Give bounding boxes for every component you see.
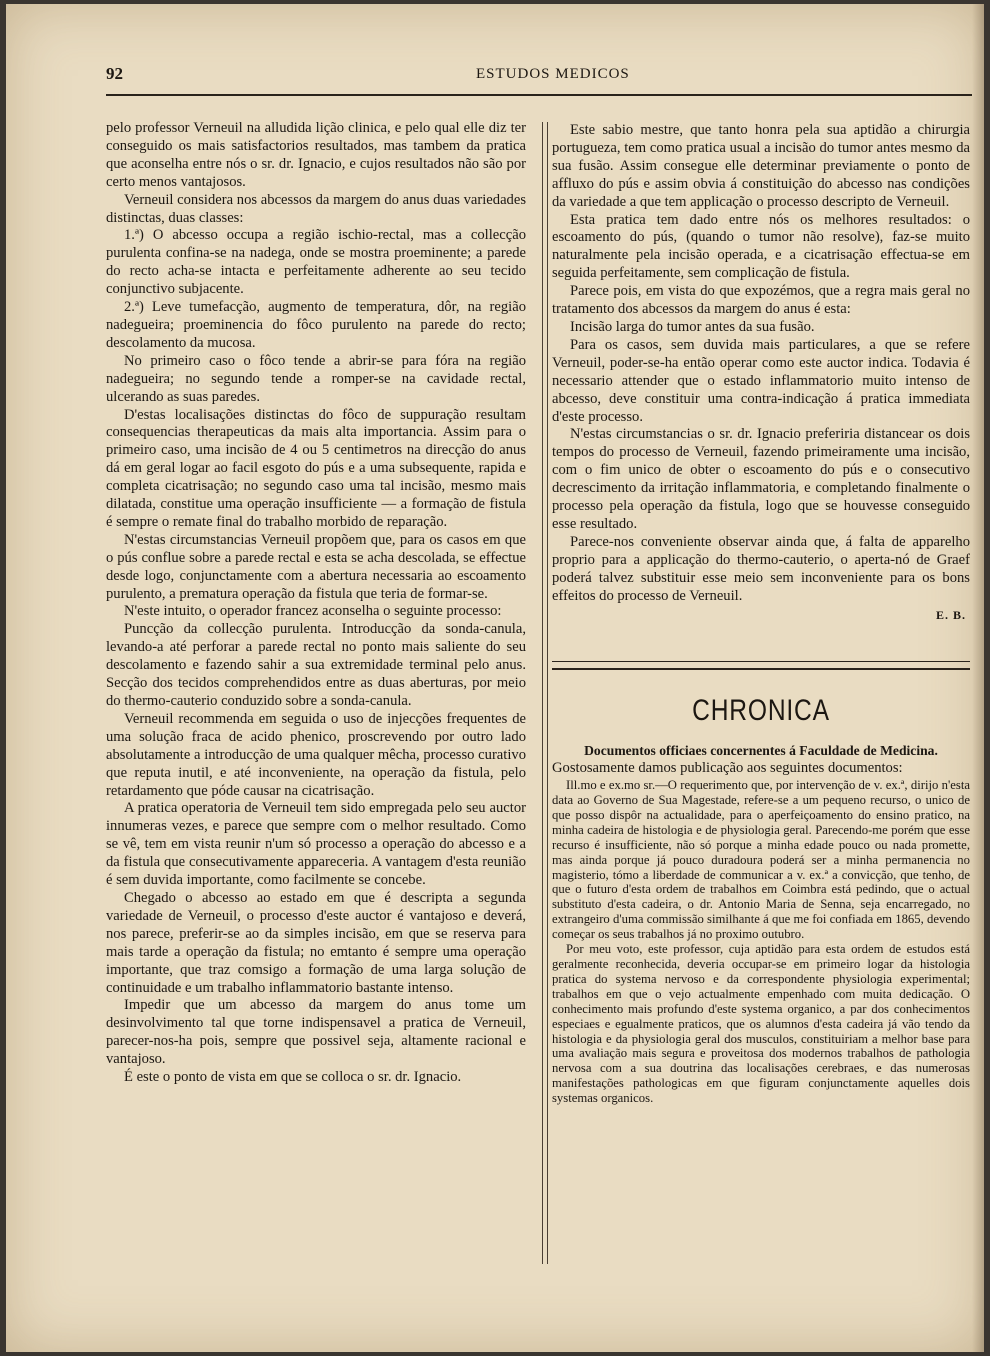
paragraph: É este o ponto de vista em que se colloca o sr. dr. Ignacio. [124, 1069, 462, 1086]
running-title: ESTUDOS MEDICOS [476, 66, 630, 82]
paragraph: Incisão larga do tumor antes da sua fusão. [570, 318, 815, 335]
paragraph: N'estas circumstancias o sr. dr. Ignacio preferiria distancear os dois tempos do processo de Verneuil, fazendo primeiramente uma incisão, com o fim unico de obter o escoamento do pús e o consecutivo decrescimento da irritação inflammatoria, e completando finalmente o processo pela operação da fistula, logo que se houvesse conseguido esse resultado. [552, 426, 970, 532]
paragraph: Chegado o abcesso ao estado em que é descripta a segunda variedade de Verneuil, o processo d'este auctor é vantajoso e deverá, nos parece, preferir-se ao da simples incisão, em que se reserva para mais tarde a operação da fistula; no emtanto é sempre uma operação importante, que traz comsigo a formação de uma larga solução de continuidade e um trabalho inflammatorio bastante intenso. [106, 889, 526, 996]
documents-intro: Gostosamente damos publicação aos seguintes documentos: [552, 760, 903, 777]
paragraph: Parece pois, em vista do que expozémos, que a regra mais geral no tratamento dos abcessos da margem do anus é esta: [552, 283, 970, 318]
paragraph: Verneuil considera nos abcessos da margem do anus duas variedades distinctas, duas classes: [106, 191, 526, 226]
documents-heading: Documentos officiaes concernentes á Faculdade de Medicina. [584, 743, 938, 759]
section-rule [552, 661, 970, 670]
section-title: CHRONICA [692, 694, 830, 728]
header-rule [106, 94, 972, 96]
paragraph: Parece-nos conveniente observar ainda que, á falta de apparelho proprio para a applicação do thermo-cauterio, o aperta-nó de Graef poderá talvez substituir esse meio sem inconveniente para os bons effeitos do processo de Verneuil. [552, 533, 970, 604]
paragraph: pelo professor Verneuil na alludida lição clinica, e pelo qual elle diz ter conseguido os mais satisfactorios resultados, mas tambem da pratica que aconselha entre nós o sr. dr. Ignacio, e cujos resultados não são por certo menos vantajosos. [106, 120, 526, 190]
right-column [552, 122, 970, 1106]
page-fold-shadow [972, 4, 984, 1352]
column-divider [542, 122, 548, 1264]
paragraph: Por meu voto, este professor, cuja aptidão para esta ordem de estudos está geralmente reconhecida, deveria occupar-se em primeiro logar da histologia pratica do systema nervoso e da correspondente physiologia experimental; trabalhos em que o vejo actualmente empenhado com muita dedicação. O conhecimento mais profundo d'este systema organico, a par dos conhecimentos especiaes e egualmente praticos, que os alumnos d'esta cadeira já vão tendo da histologia e da physiologia geral dos musculos, constituiriam a melhor base para uma avaliação mais segura e proveitosa dos modernos trabalhos de pathologia nervosa com a sua doutrina das localisações cerebraes, e das numerosas manifestações pathologicas em que figuram conjunctamente aquelles dois systemas organicos. [552, 942, 970, 1106]
official-letter [552, 778, 970, 1106]
paragraph: Este sabio mestre, que tanto honra pela sua aptidão a chirurgia portugueza, tem como pratica usual a incisão do tumor antes mesmo da sua fusão. Assim consegue elle determinar previamente o ponto de affluxo do pús e assim obvia á constituição do abcesso nas condições da variedade a que tem applicação o processo descripto de Verneuil. [552, 122, 970, 210]
paragraph: 1.ª) O abcesso occupa a região ischio-rectal, mas a collecção purulenta confina-se na nadega, onde se mostra proeminente; a parede do recto acha-se intacta e perfeitamente adherente ao seu tecido conjunctivo subjacente. [106, 227, 526, 298]
newspaper-page [6, 4, 984, 1352]
paragraph: Para os casos, sem duvida mais particulares, a que se refere Verneuil, poder-se-ha então operar como este auctor indica. Todavia é necessario attender que o estado inflammatorio muito intenso de abcesso, deve constituir uma contra-indicação á pratica immediata d'este processo. [552, 336, 970, 425]
paragraph: 2.ª) Leve tumefacção, augmento de temperatura, dôr, na região nadegueira; proeminencia do fôco purulento na parede do recto; descolamento da mucosa. [106, 299, 526, 351]
paragraph: Impedir que um abcesso da margem do anus tome um desinvolvimento tal que torne indispensavel a pratica de Verneuil, parecer-nos-ha pois, sempre que possivel seja, altamente racional e vantajoso. [106, 997, 526, 1068]
paragraph: N'este intuito, o operador francez aconselha o seguinte processo: [124, 603, 502, 620]
paragraph: D'estas localisações distinctas do fôco de suppuração resultam consequencias therapeuticas da mais alta importancia. Assim para o primeiro caso, uma incisão de 4 ou 5 centimetros na direcção do anus dá em geral logar ao facil esgoto do pús e a uma subsequente, rapida e completa cicatrisação; no segundo caso uma tal incisão, mesmo mais dilatada, constitue uma operação insufficiente — a formação de fistula é sempre o remate final do trabalho morbido de reparação. [106, 406, 526, 530]
left-column [106, 120, 526, 1087]
paragraph: Ill.mo e ex.mo sr.—O requerimento que, por intervenção de v. ex.ª, dirijo n'esta data ao Governo de Sua Magestade, refere-se a um pequeno recurso, o unico de que posso dispôr na actualidade, para o aperfeiçoamento do ensino pratico, na minha cadeira de histologia e de physiologia geral. Parecendo-me porém que esse recurso é insufficiente, não só porque a minha edade pouco ou nada promette, mas ainda porque já pouco duradoura poderá ser a minha permanencia no magisterio, tómo a liberdade de communicar a v. ex.ª a convicção, que tenho, de que o futuro d'esta ordem de trabalhos em Coimbra está pedindo, que o actual substituto d'esta cadeira, o dr. Antonio Maria de Senna, seja encarregado, no extrangeiro d'uma commissão similhante á que me foi confiada em 1865, devendo começar os seus trabalhos já no proximo outubro. [552, 778, 970, 942]
page-header [106, 64, 976, 94]
page-number: 92 [106, 64, 123, 83]
paragraph: Esta pratica tem dado entre nós os melhores resultados: o escoamento do pús, (quando o tumor não resolve), faz-se muito naturalmente pela incisão operada, e a cicatrisação effectua-se em seguida perfeitamente, sem complicação de fistula. [552, 211, 970, 282]
paragraph: Puncção da collecção purulenta. Introducção da sonda-canula, levando-a até perforar a parede rectal no ponto mais saliente do seu descolamento e fazendo sahir a sua extremidade terminal pelo anus. Secção dos tecidos comprehendidos entre as duas aberturas, por meio do thermo-cauterio conduzido sobre a sonda-canula. [106, 621, 526, 709]
paragraph: A pratica operatoria de Verneuil tem sido empregada pelo seu auctor innumeras vezes, e parece que sempre com o melhor resultado. Como se vê, tem em vista reunir n'um só processo a operação do abcesso e a da fistula que consecutivamente appareceria. A vantagem d'esta reunião é sem duvida importante, como facilmente se concebe. [106, 800, 526, 889]
paragraph: Verneuil recommenda em seguida o uso de injecções frequentes de uma solução fraca de acido phenico, proscrevendo por outro lado absolutamente a introducção de uma qualquer mêcha, processo curativo que reputa inutil, e até inconveniente, na operação da fistula, pelo retardamento que póde causar na cicatrisação. [106, 710, 526, 799]
author-signature: E. B. [935, 608, 966, 623]
paragraph: No primeiro caso o fôco tende a abrir-se para fóra na região nadegueira; no segundo tende a romper-se na cavidade rectal, ulcerando as suas paredes. [106, 352, 526, 405]
paragraph: N'estas circumstancias Verneuil propõem que, para os casos em que o pús conflue sobre a parede rectal e esta se acha descolada, se effectue desde logo, conjunctamente com a abertura necessaria ao escoamento purulento, a prematura operação da fistula que teria de formar-se. [106, 531, 526, 602]
